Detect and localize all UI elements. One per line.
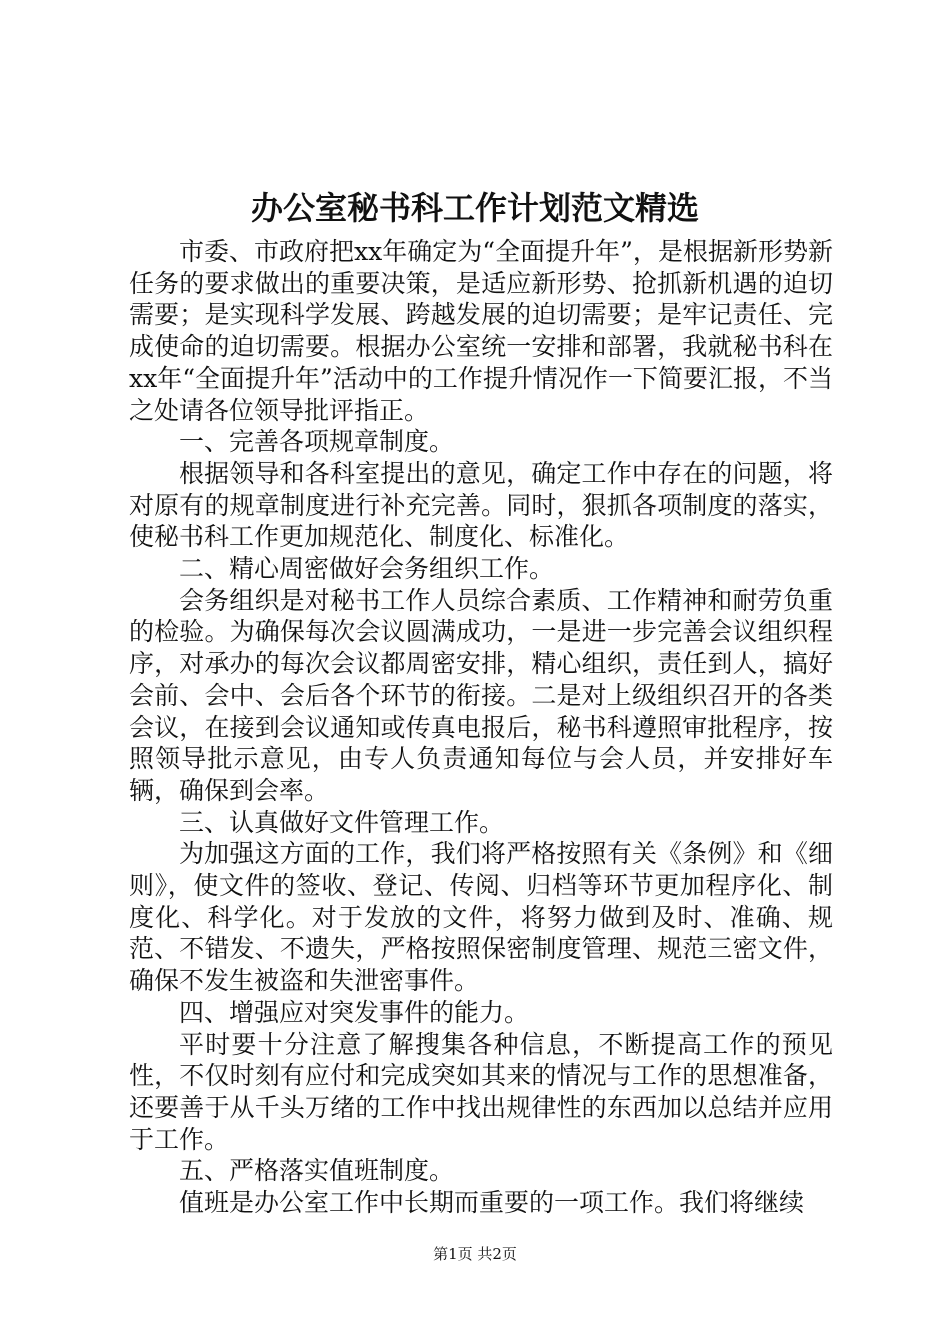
section-heading-1: 一、完善各项规章制度。 — [179, 427, 455, 457]
page-footer: 第1页 共2页 — [433, 1245, 517, 1263]
section-paragraph-3: 为加强这方面的工作，我们将严格按照有关《条例》和《细则》，使文件的签收、登记、传阅、归档等环节更加程序化、制度化、科学化。对于发放的文件，将努力做到及时、准确、规范、不错发、不遗失，严格按照保密制度管理、规范三密文件，确保不发生被盗和失泄密事件。 — [129, 839, 833, 996]
section-paragraph-2: 会务组织是对秘书工作人员综合素质、工作精神和耐劳负重的检验。为确保每次会议圆满成功，一是进一步完善会议组织程序，对承办的每次会议都周密安排，精心组织，责任到人，搞好会前、会中、会后各个环节的衔接。二是对上级组织召开的各类会议，在接到会议通知或传真电报后，秘书科遵照审批程序，按照领导批示意见，由专人负责通知每位与会人员，并安排好车辆，确保到会率。 — [129, 585, 833, 805]
intro-paragraph: 市委、市政府把xx年确定为“全面提升年”，是根据新形势新任务的要求做出的重要决策，是适应新形势、抢抓新机遇的迫切需要；是实现科学发展、跨越发展的迫切需要；是牢记责任、完成使命的迫切需要。根据办公室统一安排和部署，我就秘书科在xx年“全面提升年”活动中的工作提升情况作一下简要汇报，不当之处请各位领导批评指正。 — [129, 237, 833, 425]
section-paragraph-1: 根据领导和各科室提出的意见，确定工作中存在的问题，将对原有的规章制度进行补充完善。同时，狠抓各项制度的落实，使秘书科工作更加规范化、制度化、标准化。 — [129, 458, 833, 552]
section-heading-5: 五、严格落实值班制度。 — [179, 1156, 455, 1186]
section-paragraph-4: 平时要十分注意了解搜集各种信息，不断提高工作的预见性，不仅时刻有应付和完成突如其来的情况与工作的思想准备，还要善于从千头万绪的工作中找出规律性的东西加以总结并应用于工作。 — [129, 1029, 833, 1154]
document-title: 办公室秘书科工作计划范文精选 — [250, 189, 699, 227]
section-heading-3: 三、认真做好文件管理工作。 — [179, 807, 505, 837]
section-paragraph-5: 值班是办公室工作中长期而重要的一项工作。我们将继续 — [179, 1188, 805, 1218]
section-heading-4: 四、增强应对突发事件的能力。 — [179, 997, 530, 1027]
section-heading-2: 二、精心周密做好会务组织工作。 — [179, 554, 555, 584]
document-body — [129, 236, 833, 1219]
